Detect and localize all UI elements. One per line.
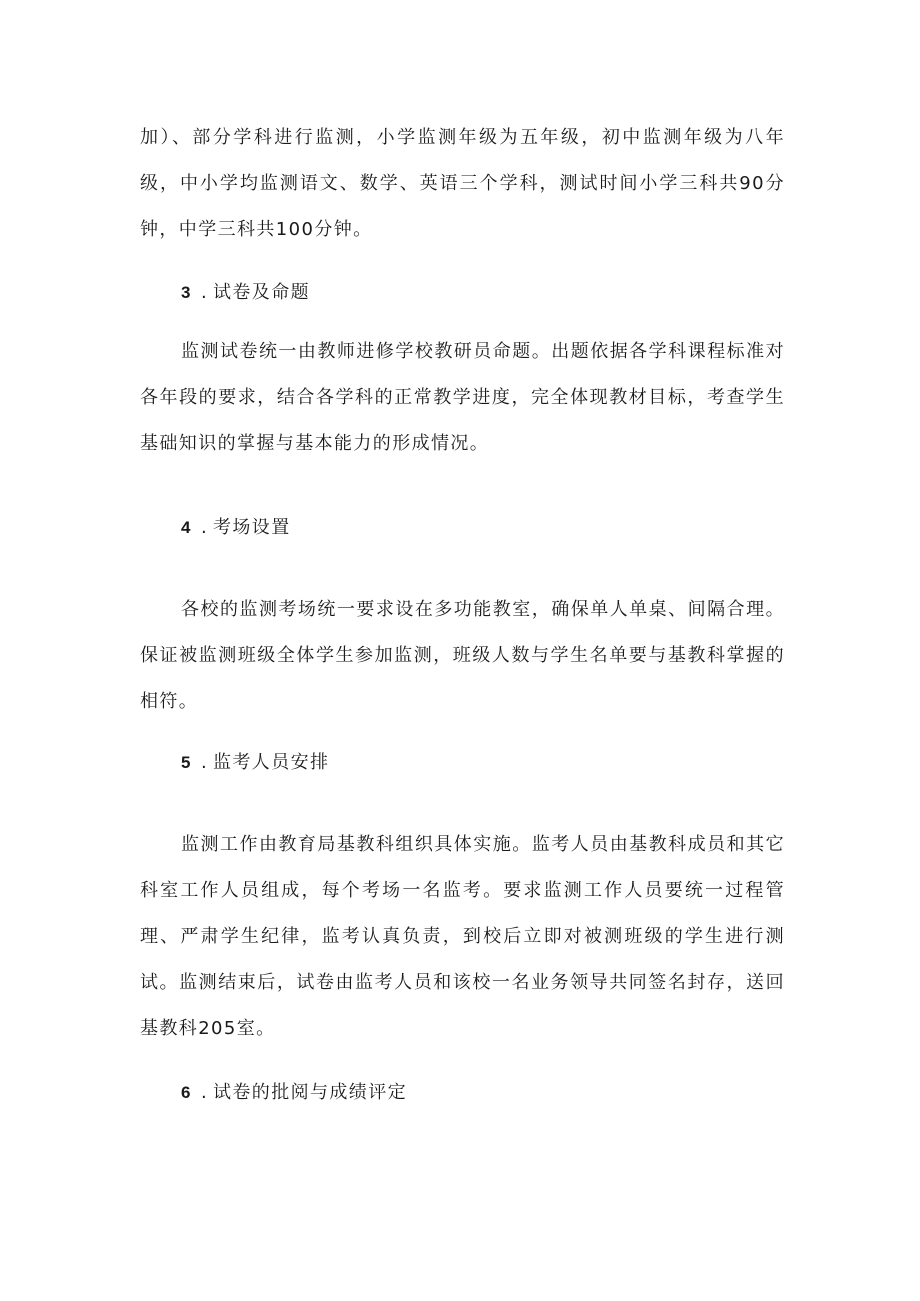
- section-dot: .: [201, 1082, 209, 1103]
- section-title: 考场设置: [213, 517, 291, 538]
- intro-paragraph: 加）、部分学科进行监测，小学监测年级为五年级，初中监测年级为八年级，中小学均监测语文、数学、英语三个学科，测试时间小学三科共90分钟，中学三科共100分钟。: [140, 127, 785, 240]
- section-number: 6: [181, 1083, 192, 1102]
- section-number: 3: [181, 283, 192, 302]
- section-3-paragraph: 监测试卷统一由教师进修学校教研员命题。出题依据各学科课程标准对各年段的要求，结合各学科的正常教学进度，完全体现教材目标，考查学生基础知识的掌握与基本能力的形成情况。: [140, 341, 785, 454]
- section-number: 4: [181, 518, 192, 537]
- section-number: 5: [181, 753, 192, 772]
- section-dot: .: [201, 517, 209, 538]
- section-dot: .: [201, 752, 209, 773]
- section-5-heading: [181, 748, 329, 778]
- section-6-heading: [181, 1078, 407, 1108]
- section-dot: .: [201, 282, 209, 303]
- section-5-paragraph: 监测工作由教育局基教科组织具体实施。监考人员由基教科成员和其它科室工作人员组成，每个考场一名监考。要求监测工作人员要统一过程管理、严肃学生纪律，监考认真负责，到校后立即对被测班级的学生进行测试。监测结束后，试卷由监考人员和该校一名业务领导共同签名封存，送回基教科205室。: [140, 834, 785, 1039]
- section-4-heading: [181, 513, 291, 543]
- section-3-heading: [181, 278, 310, 308]
- section-title: 试卷的批阅与成绩评定: [213, 1082, 407, 1103]
- section-title: 监考人员安排: [213, 752, 330, 773]
- section-4-paragraph: 各校的监测考场统一要求设在多功能教室，确保单人单桌、间隔合理。保证被监测班级全体学生参加监测，班级人数与学生名单要与基教科掌握的相符。: [140, 599, 785, 712]
- section-title: 试卷及命题: [213, 282, 310, 303]
